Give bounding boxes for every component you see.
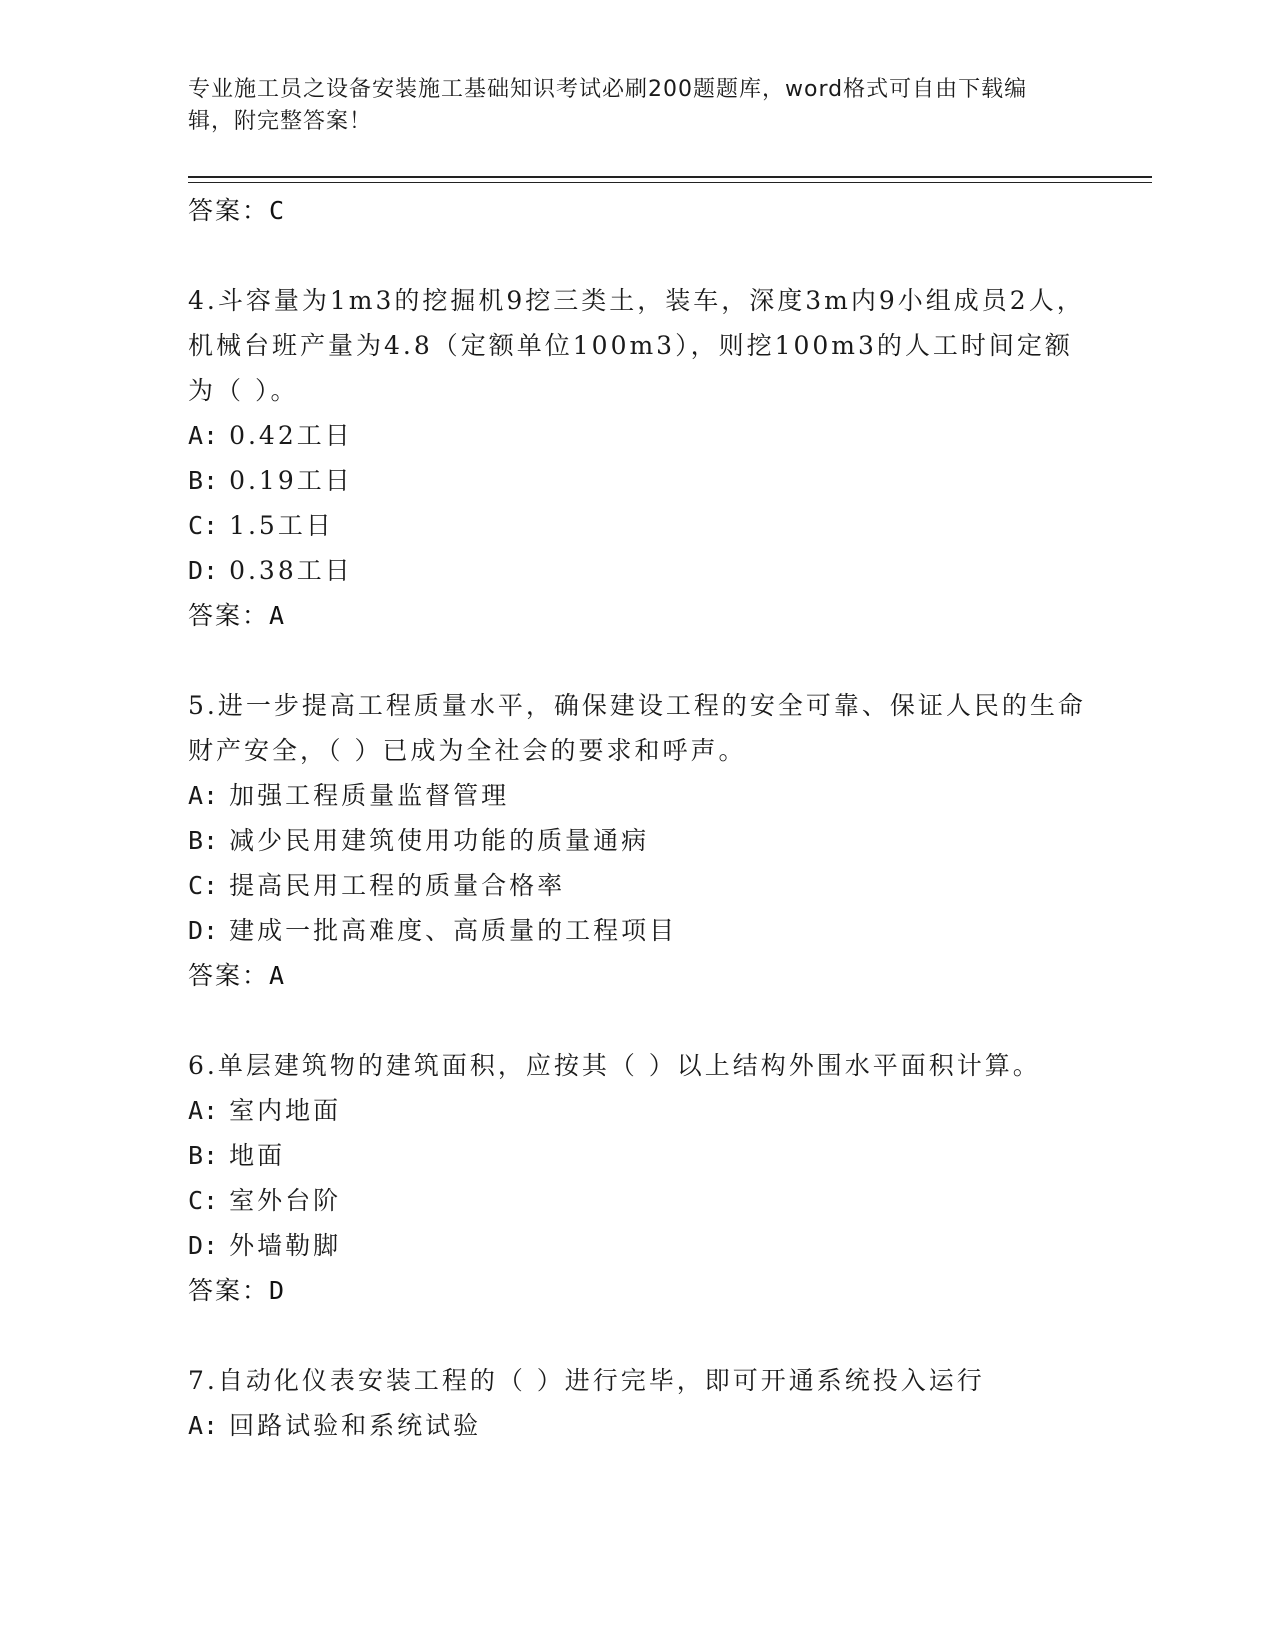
- option-letter: C:: [188, 1186, 219, 1215]
- option-text: 外墙勒脚: [229, 1231, 342, 1260]
- option-b: [188, 1133, 1088, 1178]
- option-letter: B:: [188, 466, 219, 495]
- question-item: [188, 1043, 1088, 1314]
- answer-value: D: [269, 1276, 287, 1305]
- option-text: 减少民用建筑使用功能的质量通病: [229, 826, 650, 855]
- option-letter: D:: [188, 556, 219, 585]
- answer-line: [188, 953, 1088, 999]
- question-text: 4.斗容量为1m3的挖掘机9挖三类土，装车，深度3m内9小组成员2人，机械台班产量为4.8（定额单位100m3），则挖100m3的人工时间定额为（ ）。: [188, 286, 1085, 405]
- option-a: [188, 773, 1088, 818]
- answer-value: A: [269, 601, 287, 630]
- option-c: [188, 863, 1088, 908]
- option-text: 1.5工日: [229, 511, 334, 540]
- option-letter: D:: [188, 1231, 219, 1260]
- question-text: 5.进一步提高工程质量水平，确保建设工程的安全可靠、保证人民的生命财产安全，（ ）已成为全社会的要求和呼声。: [188, 691, 1086, 765]
- option-c: [188, 503, 1088, 548]
- option-text: 提高民用工程的质量合格率: [229, 871, 566, 900]
- option-letter: B:: [188, 1141, 219, 1170]
- option-text: 回路试验和系统试验: [229, 1411, 482, 1440]
- question-text: 7.自动化仪表安装工程的（ ）进行完毕，即可开通系统投入运行: [188, 1366, 985, 1395]
- option-a: [188, 1088, 1088, 1133]
- option-letter: A:: [188, 421, 219, 450]
- answer-value: C: [269, 196, 287, 225]
- option-c: [188, 1178, 1088, 1223]
- option-letter: D:: [188, 916, 219, 945]
- option-text: 0.19工日: [229, 466, 353, 495]
- document-header: [188, 74, 1068, 138]
- header-title: 专业施工员之设备安装施工基础知识考试必刷200题题库，word格式可自由下载编辑，附完整答案！: [188, 77, 1028, 134]
- answer-label: 答案：: [188, 196, 270, 225]
- option-letter: C:: [188, 871, 219, 900]
- header-rule-thick: [188, 176, 1152, 178]
- answer-label: 答案：: [188, 961, 270, 990]
- option-text: 0.42工日: [229, 421, 353, 450]
- question-text: 6.单层建筑物的建筑面积，应按其（ ）以上结构外围水平面积计算。: [188, 1051, 1041, 1080]
- option-d: [188, 1223, 1088, 1268]
- option-b: [188, 458, 1088, 503]
- answer-label: 答案：: [188, 1276, 270, 1305]
- option-d: [188, 548, 1088, 593]
- option-a: [188, 1403, 1088, 1448]
- option-letter: C:: [188, 511, 219, 540]
- option-text: 建成一批高难度、高质量的工程项目: [229, 916, 678, 945]
- option-text: 室内地面: [229, 1096, 342, 1125]
- answer-label: 答案：: [188, 601, 270, 630]
- question-item: [188, 683, 1088, 999]
- option-text: 0.38工日: [229, 556, 353, 585]
- answer-line: [188, 1268, 1088, 1314]
- answer-value: A: [269, 961, 287, 990]
- option-text: 地面: [229, 1141, 286, 1170]
- question-item: [188, 278, 1088, 639]
- answer-line: [188, 188, 1088, 234]
- option-letter: A:: [188, 781, 219, 810]
- option-b: [188, 818, 1088, 863]
- option-letter: B:: [188, 826, 219, 855]
- option-a: [188, 413, 1088, 458]
- option-text: 加强工程质量监督管理: [229, 781, 510, 810]
- option-d: [188, 908, 1088, 953]
- header-rule-thin: [188, 182, 1152, 183]
- answer-line: [188, 593, 1088, 639]
- option-letter: A:: [188, 1096, 219, 1125]
- option-text: 室外台阶: [229, 1186, 342, 1215]
- question-item: [188, 1358, 1088, 1448]
- option-letter: A:: [188, 1411, 219, 1440]
- document-body: [188, 188, 1088, 1448]
